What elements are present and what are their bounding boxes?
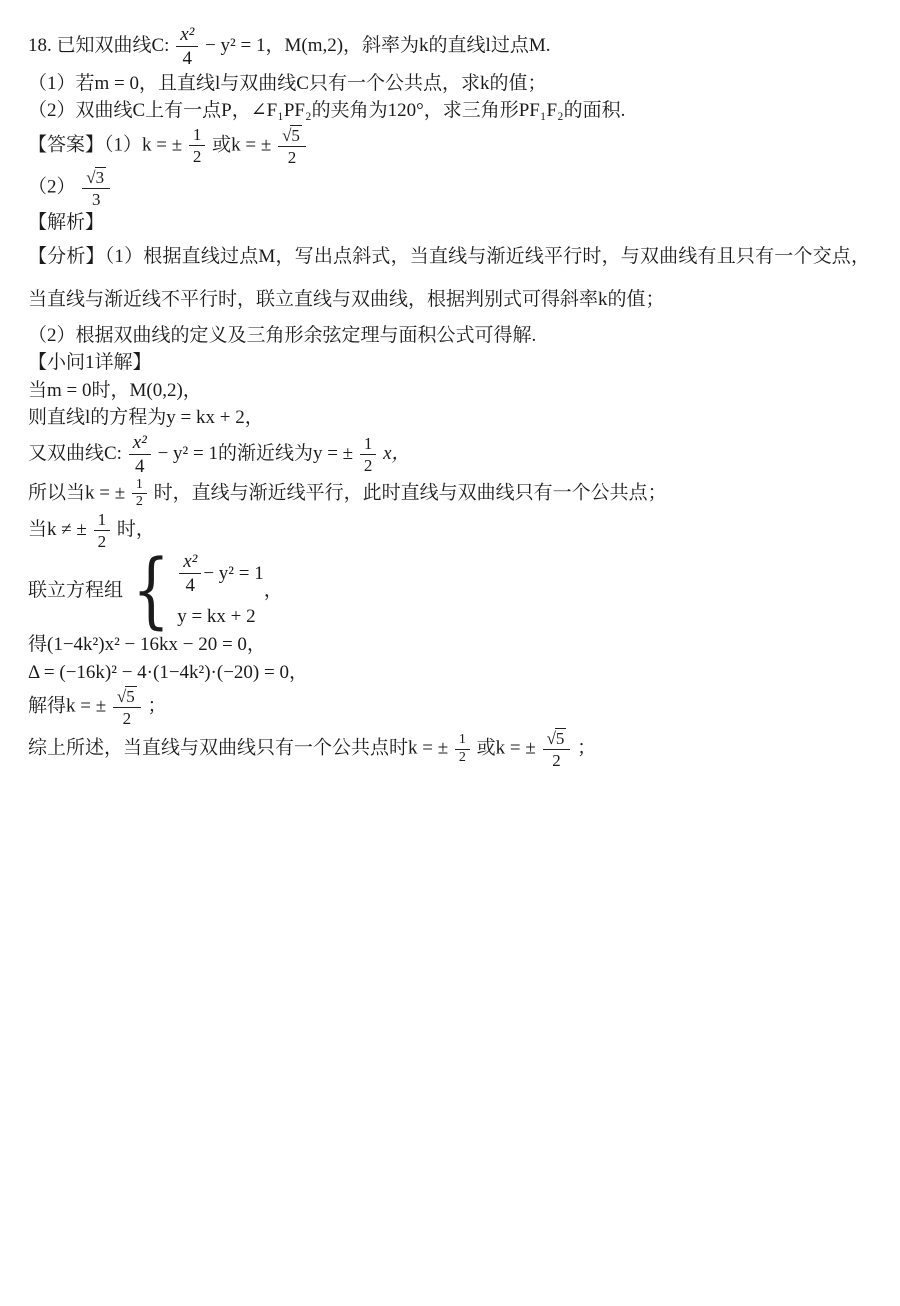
subquestion1-header	[28, 349, 870, 377]
fraction-numerator	[113, 686, 141, 708]
answer-part2-label: （2）	[28, 176, 76, 198]
subquestion1-label: 【小问1详解】	[28, 352, 152, 374]
part2-text: （2）双曲线C上有一点P，∠F₁PF₂的夹角为120°，求三角形PF₁F₂的面积.	[28, 100, 626, 122]
fraction-denominator: 2	[135, 494, 143, 510]
conclusion-text-mid: 或k = ±	[476, 737, 536, 759]
fraction-x2-over-4	[176, 24, 198, 70]
step3-text-pre: 又双曲线C:	[28, 443, 122, 465]
fraction-x2-over-4	[179, 551, 201, 597]
fraction-numerator: x²	[129, 432, 151, 455]
fraction-one-half	[455, 733, 470, 765]
problem-part2	[28, 97, 870, 125]
fraction-denominator: 2	[287, 147, 297, 167]
fraction-one-half	[94, 510, 111, 551]
fraction-denominator: 4	[185, 575, 195, 597]
fenxi-part2-text: （2）根据双曲线的定义及三角形余弦定理与面积公式可得解.	[28, 324, 537, 346]
step7-text: 得(1−4k²)x² − 16kx − 20 = 0，	[28, 634, 266, 656]
sqrt-sign: √	[546, 729, 556, 749]
stem-text-pre: 18. 已知双曲线C:	[28, 35, 170, 57]
problem-part1	[28, 70, 870, 98]
fraction-denominator: 2	[363, 456, 373, 476]
jiexi-header	[28, 209, 870, 237]
jiexi-label: 【解析】	[28, 211, 105, 233]
radicand: 5	[291, 125, 300, 145]
step6-comma: ，	[263, 580, 283, 602]
fraction-numerator: x²	[176, 24, 198, 47]
solution-step3	[28, 432, 870, 478]
equation-row-2-text: y = kx + 2	[177, 606, 256, 628]
fraction-sqrt3-over-3	[82, 167, 110, 209]
fraction-denominator: 2	[458, 749, 466, 765]
part1-text: （1）若m = 0，且直线l与双曲线C只有一个公共点，求k的值；	[28, 72, 547, 94]
fenxi-paragraph	[28, 236, 870, 322]
answer-part2	[28, 167, 870, 209]
step8-text: Δ = (−16k)² − 4·(1−4k²)·(−20) = 0，	[28, 661, 308, 683]
answer-or-text: 或k = ±	[212, 134, 272, 156]
step4-text-post: 时，直线与渐近线平行，此时直线与双曲线只有一个公共点；	[153, 482, 667, 504]
equation-row-2	[177, 603, 264, 631]
fraction-numerator: 1	[189, 125, 206, 146]
fraction-denominator: 2	[192, 147, 202, 167]
fraction-denominator: 2	[97, 531, 107, 551]
fraction-sqrt5-over-2	[113, 686, 141, 728]
step1-text: 当m = 0时，M(0,2)，	[28, 379, 202, 401]
equation-row-1-rest: − y² = 1	[203, 562, 264, 584]
step6-text-pre: 联立方程组	[28, 580, 124, 602]
fraction-numerator: 1	[360, 434, 377, 455]
solution-step4	[28, 478, 870, 510]
stem-text-post: − y² = 1，M(m,2)，斜率为k的直线l过点M.	[205, 35, 551, 57]
sqrt-sign: √	[116, 687, 127, 707]
step2-text: 则直线l的方程为y = kx + 2，	[28, 407, 264, 429]
conclusion-text-pre: 综上所述，当直线与双曲线只有一个公共点时k = ±	[28, 737, 449, 759]
fraction-numerator: 1	[455, 733, 470, 750]
fraction-sqrt5-over-2	[278, 125, 306, 167]
solution-step6-system	[28, 543, 870, 639]
fraction-one-half	[360, 434, 377, 475]
fraction-one-half	[132, 478, 147, 510]
left-brace: {	[132, 543, 170, 639]
solution-step1	[28, 377, 870, 405]
solution-conclusion	[28, 728, 870, 770]
fraction-denominator: 2	[122, 709, 132, 729]
step5-text-post: 时，	[116, 518, 155, 540]
fenxi-part2	[28, 322, 870, 350]
step4-text-pre: 所以当k = ±	[28, 482, 126, 504]
fraction-denominator: 2	[552, 751, 561, 771]
radicand: 5	[126, 687, 135, 707]
fraction-numerator	[278, 125, 306, 147]
radicand: 3	[95, 167, 105, 187]
fraction-denominator: 4	[182, 48, 193, 70]
step3-text-post: x，	[383, 443, 411, 465]
problem-stem	[28, 24, 870, 70]
answer-part1	[28, 125, 870, 167]
sqrt-sign: √	[86, 167, 96, 187]
fraction-numerator: 1	[94, 510, 111, 531]
equation-row-1	[177, 551, 264, 597]
step9-text-pre: 解得k = ±	[28, 695, 107, 717]
fraction-numerator: x²	[179, 551, 201, 574]
fraction-sqrt5-over-2	[543, 728, 571, 770]
fraction-numerator	[82, 167, 110, 189]
step5-text-pre: 当k ≠ ±	[28, 518, 87, 540]
step9-text-post: ；	[147, 695, 167, 717]
fraction-denominator: 4	[135, 456, 145, 478]
equation-system-rows	[177, 551, 264, 631]
fenxi-text: 【分析】（1）根据直线过点M，写出点斜式，当直线与渐近线平行时，与双曲线有且只有一个交点，当直线与渐近线不平行时，联立直线与双曲线，根据判别式可得斜率k的值；	[28, 246, 870, 311]
fraction-numerator: 1	[132, 478, 147, 495]
sqrt-sign: √	[282, 125, 292, 145]
solution-step8-discriminant	[28, 659, 870, 687]
fraction-denominator: 3	[91, 189, 101, 209]
conclusion-text-post: ；	[577, 737, 597, 759]
solution-step9	[28, 686, 870, 728]
fraction-one-half	[189, 125, 206, 166]
fraction-numerator	[543, 728, 571, 750]
radicand: 5	[555, 729, 565, 749]
fraction-x2-over-4	[129, 432, 151, 478]
step3-text-mid: − y² = 1的渐近线为y = ±	[157, 443, 354, 465]
solution-step2	[28, 404, 870, 432]
answer-label: 【答案】（1）k = ±	[28, 134, 183, 156]
